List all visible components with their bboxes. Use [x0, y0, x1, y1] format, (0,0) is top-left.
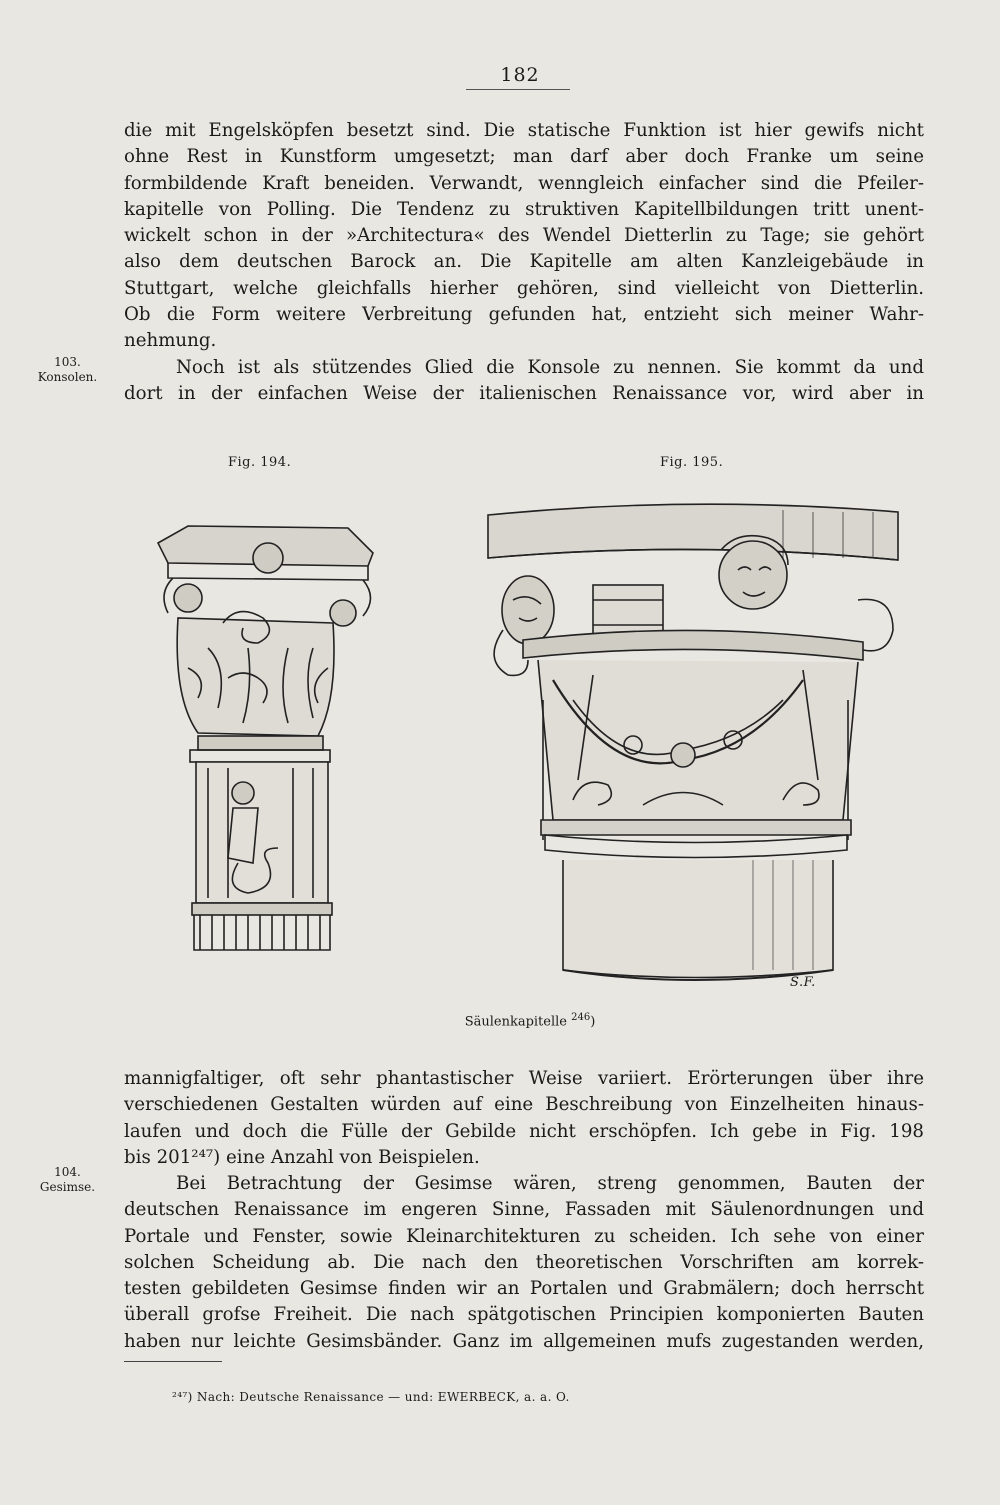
- caption-ref: 246: [571, 1012, 591, 1023]
- text-line: nehmung.: [124, 330, 217, 352]
- caption-text: Säulenkapitelle: [464, 1014, 567, 1030]
- margin-note-gesimse: [20, 1165, 115, 1195]
- text-line: Bei Betrachtung der Gesimse wären, streng genommen, Bauten der: [176, 1173, 924, 1194]
- text-line: bis 201²⁴⁷) eine Anzahl von Beispielen.: [124, 1146, 480, 1168]
- text-line: Portale und Fenster, sowie Kleinarchitekturen zu scheiden. Ich sehe von einer: [124, 1225, 924, 1247]
- text-line: Ob die Form weitere Verbreitung gefunden hat, entzieht sich meiner Wahr-: [124, 304, 924, 326]
- fig-194-column-capital: [128, 518, 378, 958]
- text-line: überall grofse Freiheit. Die nach spätgotischen Principien komponierten Bauten: [124, 1304, 924, 1326]
- paragraph-gesimse: [124, 1171, 924, 1355]
- text-line: die mit Engelsköpfen besetzt sind. Die statische Funktion ist hier gewifs nicht: [124, 120, 924, 141]
- fig-194-label: Fig. 194.: [228, 455, 292, 470]
- footnote-rule: [124, 1361, 222, 1362]
- footnote: ²⁴⁷) Nach: Deutsche Renaissance — und: EWERBECK, a. a. O.: [172, 1390, 570, 1404]
- text-line: testen gebildeten Gesimse finden wir an Portalen und Grabmälern; doch herrscht: [124, 1278, 924, 1300]
- text-line: dort in der einfachen Weise der italienischen Renaissance vor, wird aber in: [124, 383, 924, 405]
- paragraph-top: [124, 118, 924, 355]
- paragraph-konsolen: [124, 355, 924, 408]
- page-number-rule: [466, 89, 570, 90]
- figure-caption: Säulenkapitelle $^{246}$): [464, 1012, 596, 1030]
- text-line: formbildende Kraft beneiden. Verwandt, wenngleich einfacher sind die Pfeiler-: [124, 172, 924, 194]
- page-number: 182: [500, 64, 540, 86]
- margin-note-number: 103.: [54, 355, 81, 369]
- text-line: wickelt schon in der »Architectura« des Wendel Dietterlin zu Tage; sie gehört: [124, 225, 924, 247]
- text-line: verschiedenen Gestalten würden auf eine Beschreibung von Einzelheiten hinaus-: [124, 1094, 924, 1116]
- text-line: also dem deutschen Barock an. Die Kapitelle am alten Kanzleigebäude in: [124, 251, 924, 273]
- text-line: deutschen Renaissance im engeren Sinne, Fassaden mit Säulenordnungen und: [124, 1199, 924, 1221]
- fig-195-label: Fig. 195.: [660, 455, 724, 470]
- fig-195-column-capital: [483, 500, 903, 995]
- paragraph-continued: [124, 1066, 924, 1171]
- text-line: mannigfaltiger, oft sehr phantastischer Weise variiert. Erörterungen über ihre: [124, 1068, 924, 1089]
- margin-note-label: Konsolen.: [37, 370, 98, 384]
- margin-note-konsolen: [20, 355, 115, 385]
- text-line: solchen Scheidung ab. Die nach den theoretischen Vorschriften am korrek-: [124, 1251, 924, 1273]
- text-line: kapitelle von Polling. Die Tendenz zu struktiven Kapitellbildungen tritt unent-: [124, 198, 924, 220]
- text-line: haben nur leichte Gesimsbänder. Ganz im allgemeinen mufs zugestanden werden,: [124, 1330, 924, 1352]
- text-line: Stuttgart, welche gleichfalls hierher gehören, sind vielleicht von Dietterlin.: [124, 277, 924, 299]
- margin-note-number: 104.: [54, 1165, 81, 1179]
- text-line: laufen und doch die Fülle der Gebilde nicht erschöpfen. Ich gebe in Fig. 198: [124, 1120, 924, 1142]
- margin-note-label: Gesimse.: [39, 1180, 96, 1194]
- text-line: ohne Rest in Kunstform umgesetzt; man darf aber doch Franke um seine: [124, 146, 924, 168]
- illustrator-signature: S.F.: [790, 975, 816, 990]
- text-line: Noch ist als stützendes Glied die Konsole zu nennen. Sie kommt da und: [176, 357, 924, 378]
